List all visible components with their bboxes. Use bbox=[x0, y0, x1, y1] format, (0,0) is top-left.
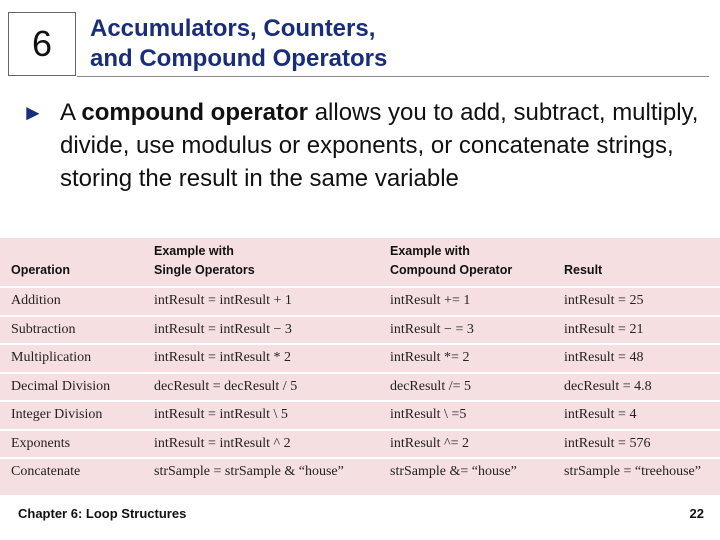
cell-operation: Exponents bbox=[0, 430, 154, 459]
table-row bbox=[0, 401, 720, 430]
bullet-text-bold-term: compound operator bbox=[81, 99, 309, 126]
cell-single: strSample = strSample & “house” bbox=[154, 464, 344, 480]
title-divider bbox=[77, 76, 709, 77]
cell-single: decResult = decResult / 5 bbox=[154, 373, 390, 402]
chapter-number-box bbox=[8, 12, 76, 76]
slide-title-line-2: and Compound Operators bbox=[90, 45, 388, 72]
slide-title bbox=[90, 14, 690, 74]
bullet-text bbox=[22, 96, 702, 195]
cell-result: strSample = “treehouse” bbox=[564, 464, 701, 480]
cell-single: intResult = intResult \ 5 bbox=[154, 401, 390, 430]
cell-single: intResult = intResult ^ 2 bbox=[154, 430, 390, 459]
header-single-operators: Example with Single Operators bbox=[154, 238, 390, 287]
cell-result: decResult = 4.8 bbox=[564, 373, 720, 402]
cell-compound: intResult += 1 bbox=[390, 287, 564, 316]
cell-operation: Multiplication bbox=[0, 344, 154, 373]
table-row bbox=[0, 373, 720, 402]
header-result: Result bbox=[564, 238, 720, 287]
cell-operation: Subtraction bbox=[0, 316, 154, 345]
slide-title-line-1: Accumulators, Counters, bbox=[90, 15, 376, 42]
cell-result: intResult = 21 bbox=[564, 316, 720, 345]
footer-chapter-label: Chapter 6: Loop Structures bbox=[18, 506, 187, 521]
cell-operation: Integer Division bbox=[0, 401, 154, 430]
cell-operation: Concatenate bbox=[11, 464, 81, 480]
table-row bbox=[0, 344, 720, 373]
cell-result: intResult = 25 bbox=[564, 287, 720, 316]
cell-operation: Addition bbox=[0, 287, 154, 316]
operators-table-container bbox=[0, 238, 720, 495]
cell-single: intResult = intResult − 3 bbox=[154, 316, 390, 345]
chapter-number: 6 bbox=[31, 23, 53, 64]
bullet-text-prefix: A bbox=[60, 99, 82, 126]
bullet-text-rest: allows you to add, subtract, multiply, divide, use modulus or exponents, or concatenate strings, storing the result in the same variable bbox=[60, 99, 699, 192]
header-compound-operator: Example with Compound Operator bbox=[390, 238, 564, 287]
footer-page-number: 22 bbox=[689, 506, 704, 521]
cell-compound: strSample &= “house” bbox=[390, 464, 517, 480]
bullet-point bbox=[22, 96, 702, 195]
cell-result: intResult = 48 bbox=[564, 344, 720, 373]
cell-compound: intResult − = 3 bbox=[390, 316, 564, 345]
cell-result: intResult = 4 bbox=[564, 401, 720, 430]
cell-single: intResult = intResult + 1 bbox=[154, 287, 390, 316]
cell-operation: Decimal Division bbox=[0, 373, 154, 402]
cell-compound: intResult *= 2 bbox=[390, 344, 564, 373]
operators-table bbox=[0, 238, 720, 486]
table-row bbox=[0, 430, 720, 459]
table-row bbox=[0, 458, 720, 486]
header-operation: Operation bbox=[0, 238, 154, 287]
table-header-row bbox=[0, 238, 720, 287]
cell-compound: intResult \ =5 bbox=[390, 401, 564, 430]
cell-result: intResult = 576 bbox=[564, 430, 720, 459]
bullet-arrow-icon: ► bbox=[22, 100, 44, 125]
cell-single: intResult = intResult * 2 bbox=[154, 344, 390, 373]
cell-compound: intResult ^= 2 bbox=[390, 430, 564, 459]
cell-compound: decResult /= 5 bbox=[390, 373, 564, 402]
table-row bbox=[0, 287, 720, 316]
table-row bbox=[0, 316, 720, 345]
